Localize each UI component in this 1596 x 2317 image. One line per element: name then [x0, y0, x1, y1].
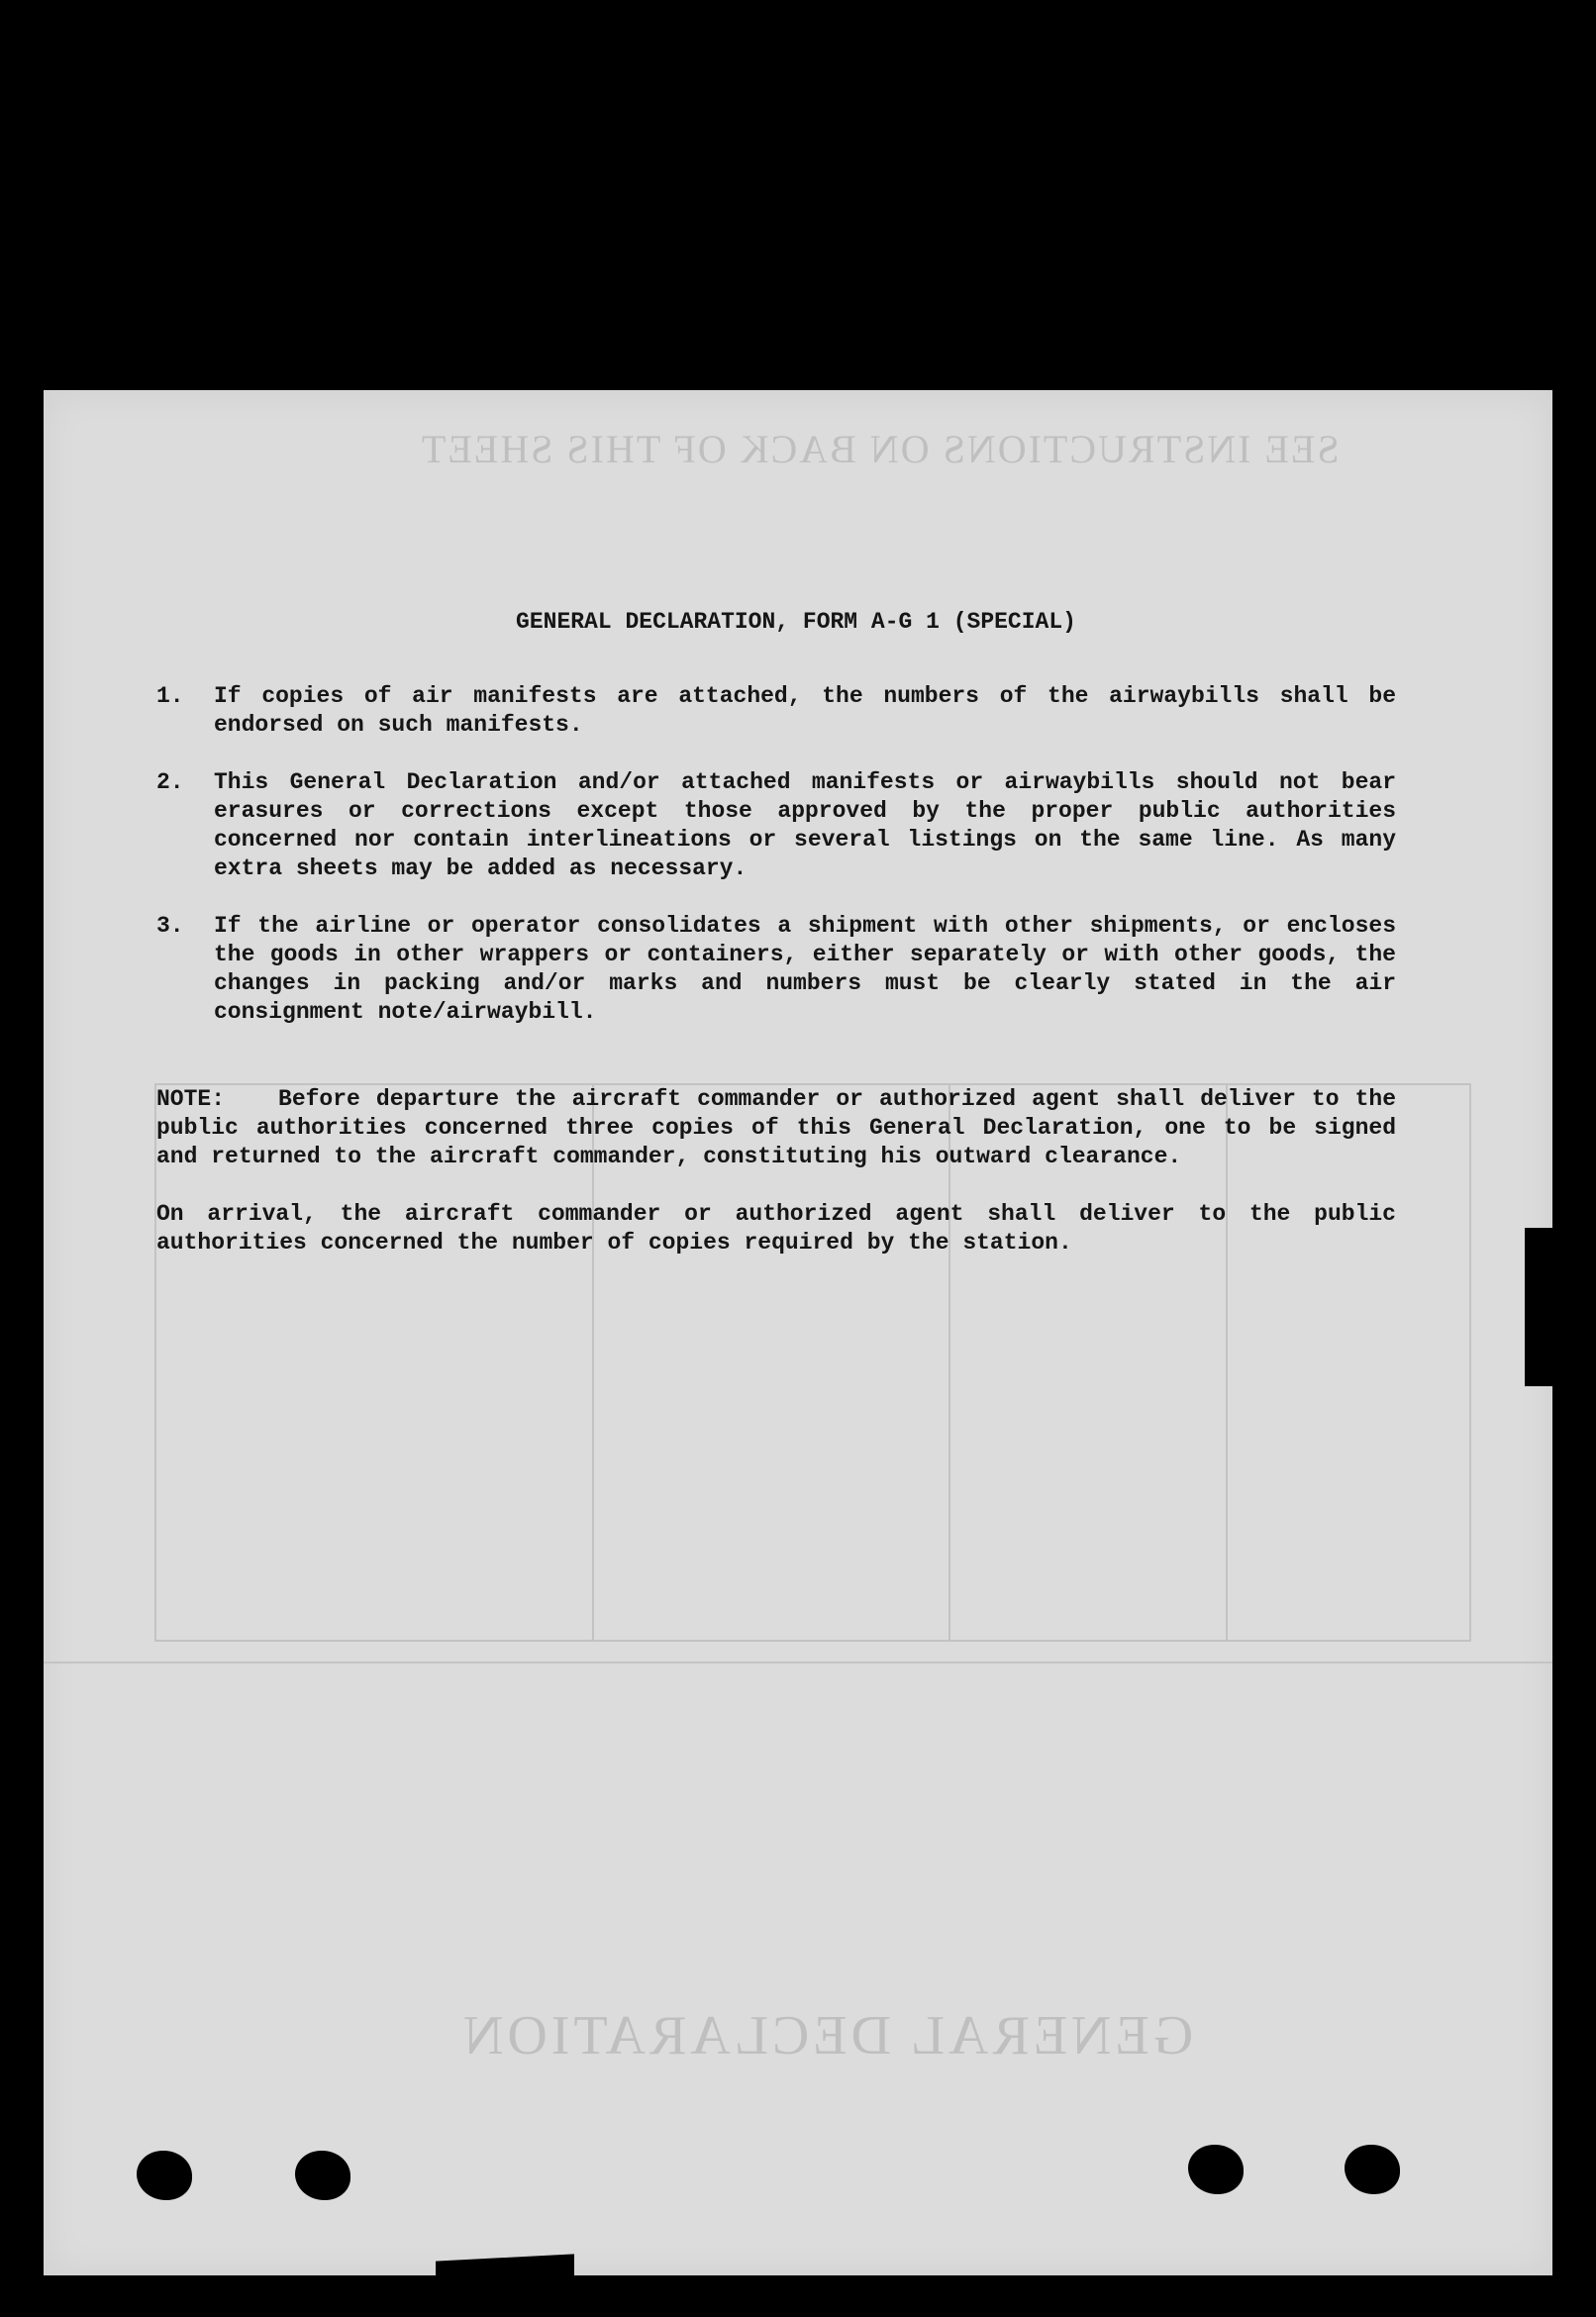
punch-hole — [1188, 2145, 1244, 2194]
punch-hole — [137, 2151, 192, 2200]
item-text: If the airline or operator consolidates a shipment with other shipments, or encloses the goods in other wrappers or containers, either separately or with other goods, the changes in packing and/or marks and numbers must be clearly stated in the air consignment note/airwaybill. — [214, 913, 1396, 1025]
declaration-text — [156, 608, 1396, 1258]
item-text: If copies of air manifests are attached, the numbers of the airwaybills shall be endorsed on such manifests. — [214, 683, 1396, 738]
bleed-through-top: SEE INSTRUCTIONS ON BACK OF THIS SHEET — [420, 427, 1340, 471]
list-item — [156, 682, 1396, 740]
fold-line — [44, 1662, 1552, 1663]
document-sheet — [44, 390, 1552, 2275]
page-title: GENERAL DECLARATION, FORM A-G 1 (SPECIAL) — [516, 609, 1076, 635]
note-paragraph — [156, 1085, 1396, 1171]
item-number: 2. — [156, 769, 184, 795]
punch-hole — [295, 2151, 350, 2200]
note-text: Before departure the aircraft commander or authorized agent shall deliver to the public authorities concerned three copies of this General Declaration, one to be signed and returned to the aircraft commander, constituting his outward clearance. — [156, 1086, 1396, 1169]
list-item — [156, 768, 1396, 883]
item-number: 3. — [156, 913, 184, 939]
torn-edge — [1525, 1228, 1554, 1386]
item-text: This General Declaration and/or attached manifests or airwaybills should not bear erasures or corrections except those approved by the proper public authorities concerned nor contain interlineations or several listings on the same line. As many extra sheets may be added as necessary. — [214, 769, 1396, 881]
note-label: NOTE: — [156, 1086, 226, 1112]
arrival-paragraph: On arrival, the aircraft commander or authorized agent shall deliver to the public authorities concerned the number of copies required by the station. — [156, 1201, 1396, 1256]
punch-hole — [1345, 2145, 1400, 2194]
bleed-through-bottom: GENERAL DECLARATION — [459, 2005, 1194, 2066]
list-item — [156, 912, 1396, 1027]
item-number: 1. — [156, 683, 184, 709]
